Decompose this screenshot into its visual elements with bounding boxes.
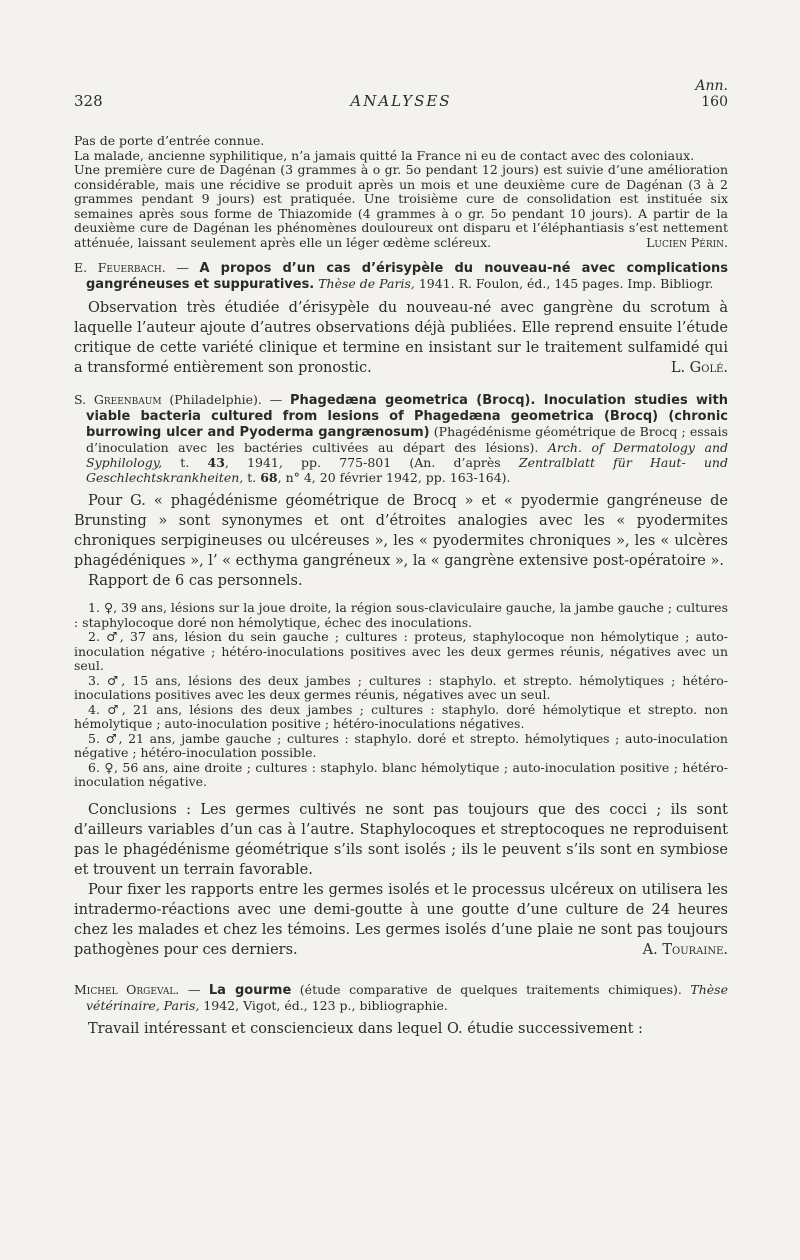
- page-number: 328: [74, 92, 103, 110]
- entry-title: La gourme: [208, 982, 292, 998]
- signature: L. Golé.: [670, 360, 728, 376]
- paragraph-text: Pour fixer les rapports entre les germes isolés et le processus ulcéreux on utilisera les intradermo-réactions avec une demi-goutte à une goutte d’une culture de 24 heures chez les malades et chez les témoins. Les germes isolés d’une plaie ne sont pas toujours pathogènes pour ces derniers.: [74, 881, 728, 958]
- entry-author: S. Greenbaum: [74, 392, 162, 407]
- case-item: 6. ♀, 56 ans, aine droite ; cultures : staphylo. blanc hémolytique ; auto-inoculation positive ; hétéro-inoculation négative.: [74, 759, 728, 789]
- entry-place: (Philadelphie). —: [161, 392, 290, 407]
- entry-publication: 1942, Vigot, éd., 123 p., bibliographie.: [199, 997, 448, 1013]
- entry-journal: Arch. of Dermatology and Syphilology,: [86, 440, 728, 470]
- section-title: ANALYSES: [350, 92, 452, 110]
- bibliographic-entry: [74, 260, 728, 292]
- case-item: 3. ♂, 15 ans, lésions des deux jambes ; cultures : staphylo. et strepto. hémolytiques ; hétéro-inoculations positives avec les deux germes réunis, négatives avec un seul.: [74, 672, 728, 702]
- case-item: 1. ♀, 39 ans, lésions sur la joue droite, la région sous-claviculaire gauche, la jambe gauche ; cultures : staphylocoque doré non hémolytique, échec des inoculations.: [74, 600, 728, 630]
- entry-thesis: Thèse de Paris,: [314, 276, 415, 291]
- paragraph-text: Une première cure de Dagénan (3 grammes à o gr. 5o pendant 12 jours) est suivie d’une amélioration considérable, mais une récidive se produit après un mois et une deuxième cure de Dagénan (3 à 2 grammes pendant 9 jours) est pratiquée. Une troisième cure de consolidation est instituée six semaines après sous forme de Thiazomide (4 grammes à o gr. 5o pendant 10 jours). A partir de la deuxième cure de Dagénan les phénomènes douloureux ont disparu et l’éléphantiasis s’est nettement atténuée, laissant seulement après elle un léger œdème scléreux.: [74, 162, 728, 250]
- running-header: [74, 92, 728, 114]
- paragraph: Rapport de 6 cas personnels.: [88, 573, 303, 589]
- entry-author: E. Feuerbach.: [74, 260, 166, 275]
- case-item: 4. ♂, 21 ans, lésions des deux jambes ; cultures : staphylo. doré hémolytique et strepto. non hémolytique ; auto-inoculation positive ; hétéro-inoculations négatives.: [74, 701, 728, 731]
- page-content: [74, 134, 728, 1039]
- paragraph-text: Observation très étudiée d’érisypèle du nouveau-né avec gangrène du scrotum à laquelle l’auteur ajoute d’autres observations déjà publiées. Elle reprend ensuite l’étude critique de cette variété clinique et termine en insistant sur le traitement sulfamidé qui a transformé entièrement son pronostic.: [74, 300, 728, 376]
- corner-line-2: 160: [701, 94, 728, 110]
- entry-vol2-suffix: , n° 4, 20 février 1942, pp. 163-164).: [277, 470, 511, 485]
- entry-volume-2: 68: [260, 470, 278, 485]
- paragraph: Pas de porte d’entrée connue.: [74, 133, 265, 148]
- entry-vol2-prefix: t.: [243, 470, 261, 485]
- entry-vol-prefix: t.: [162, 455, 208, 470]
- entry-title: A propos d’un cas d’érisypèle du nouveau-né avec complications gangréneuses et suppuratives.: [86, 261, 728, 292]
- case-list: [74, 601, 728, 790]
- paragraph: [74, 163, 728, 250]
- signature: A. Touraine.: [642, 941, 728, 958]
- entry-translation: (Phagédénisme géométrique de Brocq ; essais d’inoculation avec les bactéries cultivées au départ des lésions).: [86, 424, 728, 455]
- entry-author: Michel Orgeval.: [74, 981, 180, 997]
- case-item: 2. ♂, 37 ans, lésion du sein gauche ; cultures : proteus, staphylocoque non hémolytique ; auto-inoculation négative ; hétéro-inoculations positives avec les deux germes réunis, négatives avec un seul.: [74, 629, 728, 673]
- entry-description: (étude comparative de quelques traitements chimiques).: [291, 981, 691, 997]
- entry-vol-suffix: , 1941, pp. 775-801 (An. d’après: [224, 455, 519, 470]
- paragraph: Travail intéressant et consciencieux dans lequel O. étudie successivement :: [88, 1020, 643, 1037]
- bibliographic-entry: [74, 392, 728, 485]
- signature: Lucien Périn.: [646, 234, 728, 250]
- case-item: 5. ♂, 21 ans, jambe gauche ; cultures : staphylo. doré et strepto. hémolytiques ; auto-inoculation négative ; hétéro-inoculation possible.: [74, 730, 728, 760]
- corner-line-1: Ann.: [695, 78, 728, 94]
- entry-journal-2: Zentralblatt für Haut- und Geschlechtskrankheiten,: [86, 455, 728, 485]
- entry-title: Phagedæna geometrica (Brocq). Inoculation studies with viable bacteria cultured from lesions of Phagedæna geometrica (Brocq) (chronic burrowing ulcer and Pyoderma gangrænosum): [86, 393, 728, 440]
- paragraph: [74, 880, 728, 960]
- abstract-continuation: [74, 134, 728, 250]
- entry-thesis: Thèse vétérinaire, Paris,: [86, 981, 728, 1013]
- bibliographic-entry: [74, 982, 728, 1013]
- entry-volume: 43: [207, 455, 225, 470]
- entry-dash: —: [165, 260, 200, 275]
- paragraph: La malade, ancienne syphilitique, n’a jamais quitté la France ni eu de contact avec des coloniaux.: [74, 147, 695, 163]
- paragraph: Pour G. « phagédénisme géométrique de Brocq » et « pyodermie gangréneuse de Brunsting » sont synonymes et ont d’étroites analogies avec les « pyodermites chroniques serpigineuses ou ulcéreuses », les « pyodermites chroniques », les « ulcères phagédéniques », l’ « ecthyma gangréneux », la « gangrène extensive post-opératoire ».: [74, 493, 728, 569]
- paragraph: [74, 298, 728, 378]
- entry-dash: —: [179, 981, 209, 997]
- paragraph: Conclusions : Les germes cultivés ne sont pas toujours que des cocci ; ils sont d’ailleurs variables d’un cas à l’autre. Staphylocoques et streptocoques ne reproduisent pas le phagédénisme géométrique s’ils sont isolés ; ils le peuvent s’ils sont en symbiose et trouvent un terrain favorable.: [74, 801, 728, 878]
- entry-publication: 1941. R. Foulon, éd., 145 pages. Imp. Bibliogr.: [414, 276, 714, 291]
